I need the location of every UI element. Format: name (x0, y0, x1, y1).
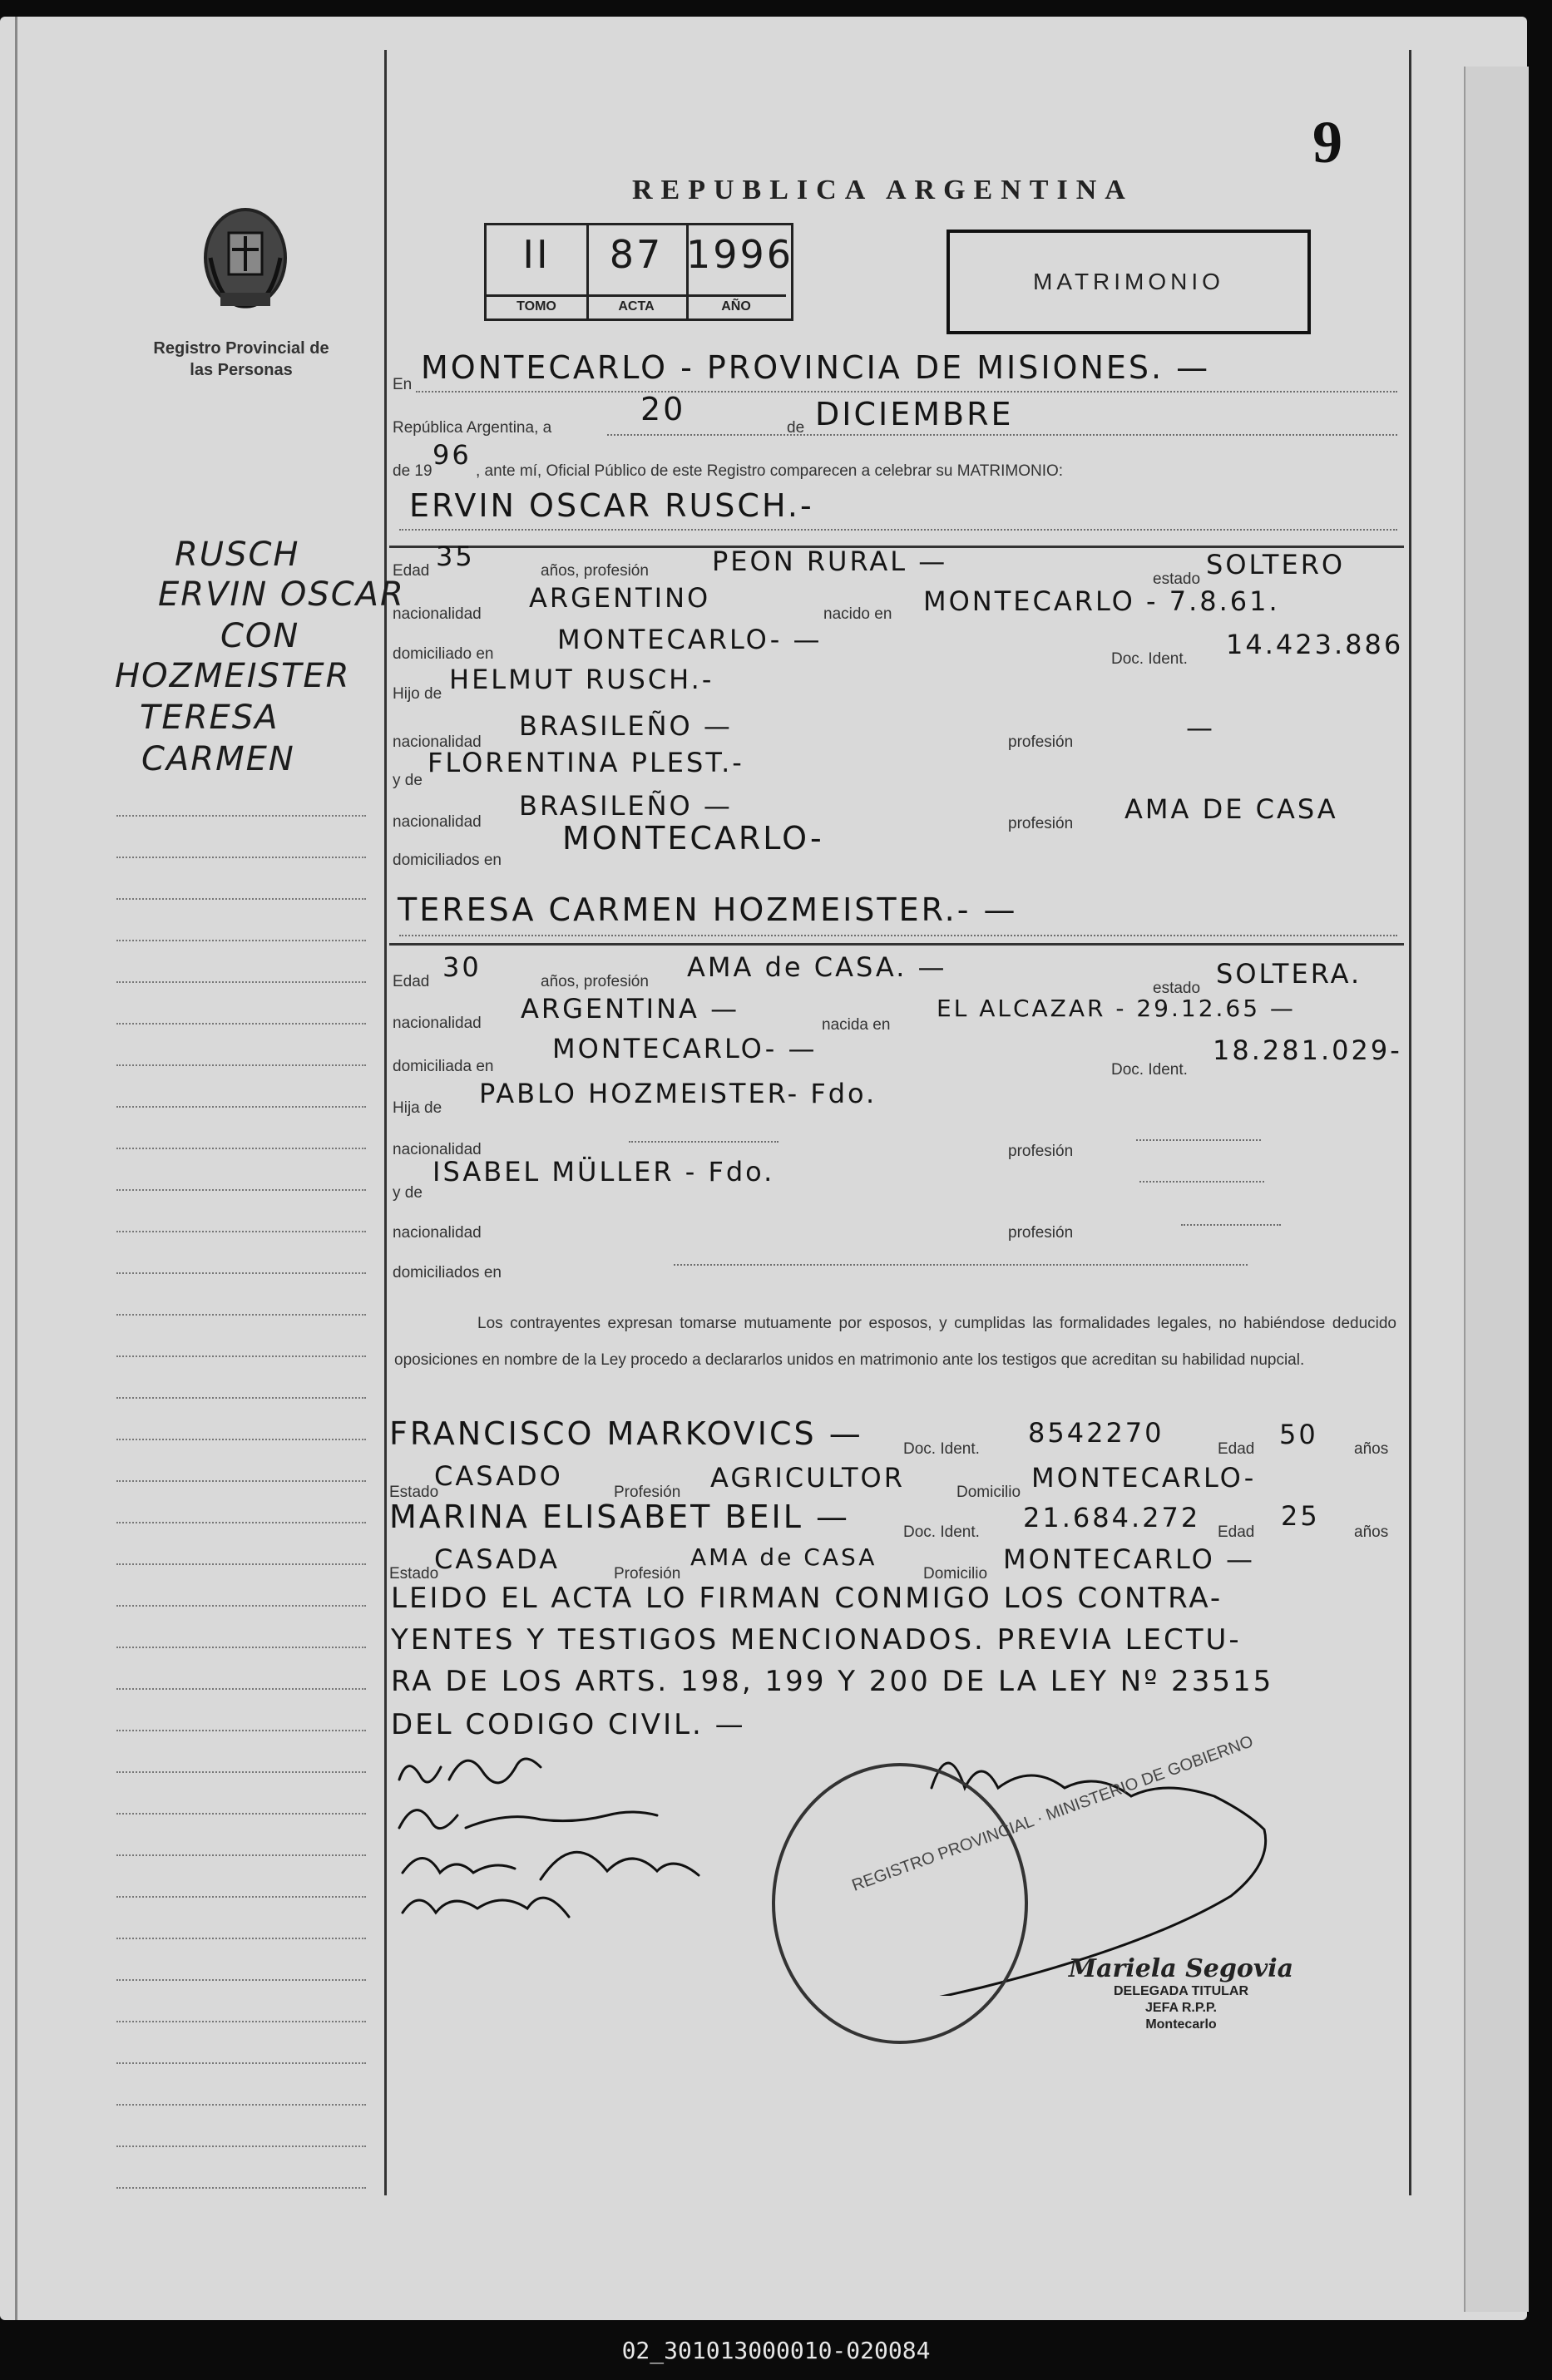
witness2-estado: CASADA (434, 1543, 560, 1575)
year-value: 96 (432, 439, 472, 471)
seal-text: REGISTRO PROVINCIAL · MINISTERIO DE GOBIERNO (849, 1732, 1256, 1895)
groom-doc-label: Doc. Ident. (1111, 650, 1188, 668)
groom-father-prof-label: profesión (1008, 733, 1074, 751)
groom-estado: SOLTERO (1206, 549, 1346, 580)
witness2-name: MARINA ELISABET BEIL — (389, 1499, 851, 1535)
acta-label: ACTA (586, 294, 686, 318)
witness2-estado-label: Estado (389, 1565, 439, 1583)
witness2-profession: AMA de CASA (690, 1543, 877, 1571)
witness2-edad-label: Edad (1218, 1523, 1255, 1541)
register-page (0, 17, 1527, 2320)
groom-age: 35 (436, 541, 475, 572)
office-label: Registro Provincial de las Personas (153, 339, 329, 379)
groom-mother-nac-label: nacionalidad (393, 813, 482, 831)
closing-line-2: YENTES Y TESTIGOS MENCIONADOS. PREVIA LECTU- (391, 1623, 1242, 1657)
side-note-given: ERVIN OSCAR (158, 575, 405, 614)
official-name: Mariela Segovia (1068, 1954, 1294, 1983)
bride-mother-nac-label: nacionalidad (393, 1224, 482, 1242)
groom-mother-prof: AMA DE CASA (1124, 793, 1338, 825)
witness1-age: 50 (1279, 1419, 1318, 1450)
witness2-anos-label: años (1354, 1523, 1389, 1541)
bride-mother: ISABEL MÜLLER - Fdo. (432, 1156, 775, 1188)
bride-estado-label: estado (1153, 980, 1201, 997)
bride-father: PABLO HOZMEISTER- Fdo. (479, 1078, 877, 1109)
bride-father-nac-label: nacionalidad (393, 1141, 482, 1158)
bride-hija-label: Hija de (393, 1099, 442, 1117)
groom-dom-label: domiciliado en (393, 645, 494, 663)
witness2-age: 25 (1281, 1500, 1320, 1532)
bride-anos-label: años, profesión (541, 973, 649, 990)
side-note-bride-given1: TERESA (140, 699, 279, 737)
bride-age: 30 (442, 951, 482, 983)
groom-doc: 14.423.886 (1226, 629, 1404, 660)
bride-name: TERESA CARMEN HOZMEISTER.- — (398, 891, 1018, 928)
year-prefix: de 19 (393, 462, 432, 480)
country-title: REPUBLICA ARGENTINA (632, 175, 1134, 205)
ano-value: 1996 (686, 232, 794, 277)
groom-domicile: MONTECARLO- — (557, 624, 823, 655)
bride-nac-label: nacionalidad (393, 1015, 482, 1032)
republic-label: República Argentina, a (393, 419, 552, 437)
groom-mother-nat: BRASILEÑO — (519, 790, 733, 822)
groom-edad-label: Edad (393, 562, 430, 580)
groom-name: ERVIN OSCAR RUSCH.- (409, 487, 814, 524)
bride-edad-label: Edad (393, 973, 430, 990)
groom-father-nat: BRASILEÑO — (519, 710, 733, 742)
intro-text: , ante mí, Oficial Público de este Registro comparecen a celebrar su MATRIMONIO: (476, 462, 1064, 480)
bride-doc: 18.281.029- (1213, 1034, 1402, 1066)
bride-mother-prof-label: profesión (1008, 1224, 1074, 1242)
witness2-doc: 21.684.272 (1023, 1502, 1201, 1533)
month-value: DICIEMBRE (815, 396, 1014, 432)
witness2-domicile: MONTECARLO — (1003, 1543, 1256, 1575)
side-note-con: CON (220, 617, 300, 655)
groom-nationality: ARGENTINO (529, 582, 711, 614)
closing-line-3: RA DE LOS ARTS. 198, 199 Y 200 DE LA LEY Nº 23515 (391, 1665, 1274, 1698)
groom-parents-dom: MONTECARLO- (562, 820, 824, 857)
ano-label: AÑO (686, 294, 786, 318)
page-number: 9 (1312, 109, 1342, 175)
bride-nationality: ARGENTINA — (521, 993, 740, 1025)
witness1-anos-label: años (1354, 1440, 1389, 1458)
groom-father-nac-label: nacionalidad (393, 733, 482, 751)
official-role1: DELEGADA TITULAR (1113, 1984, 1249, 1998)
bride-father-prof-label: profesión (1008, 1143, 1074, 1160)
official-seal (772, 1763, 1028, 2044)
closing-line-1: LEIDO EL ACTA LO FIRMAN CONMIGO LOS CONTRA- (391, 1582, 1223, 1615)
side-note-bride-given2: CARMEN (141, 740, 295, 778)
closing-line-4: DEL CODIGO CIVIL. — (391, 1708, 746, 1741)
groom-yde-label: y de (393, 772, 423, 789)
tomo-label: TOMO (487, 294, 586, 318)
coat-of-arms-icon (195, 200, 295, 316)
groom-hijo-label: Hijo de (393, 685, 442, 703)
official-role2: JEFA R.P.P. (1145, 2001, 1217, 2015)
groom-father-prof: — (1186, 712, 1215, 743)
witness1-dom-label: Domicilio (956, 1484, 1021, 1501)
groom-mother: FLORENTINA PLEST.- (428, 747, 744, 778)
bride-doc-label: Doc. Ident. (1111, 1061, 1188, 1079)
bride-yde-label: y de (393, 1184, 423, 1202)
groom-nacido-label: nacido en (823, 605, 892, 623)
en-label: En (393, 376, 413, 393)
official-stamp (1065, 1954, 1297, 2033)
side-note-surname: RUSCH (175, 536, 300, 574)
witness1-profession: AGRICULTOR (710, 1462, 905, 1494)
place-value: MONTECARLO - PROVINCIA DE MISIONES. — (421, 349, 1211, 386)
bride-doms-label: domiciliados en (393, 1264, 502, 1281)
groom-father: HELMUT RUSCH.- (449, 664, 714, 695)
witness1-prof-label: Profesión (614, 1484, 681, 1501)
acta-value: 87 (609, 232, 664, 277)
tomo-value: II (522, 232, 551, 277)
bride-domicile: MONTECARLO- — (552, 1033, 818, 1064)
witness1-doc: 8542270 (1028, 1417, 1164, 1449)
groom-born: MONTECARLO - 7.8.61. (923, 585, 1280, 617)
witness1-estado: CASADO (434, 1460, 563, 1492)
de-label: de (787, 419, 805, 437)
declaration-text: Los contrayentes expresan tomarse mutuamente por esposos, y cumplidas las formalidades legales, no habiéndose deducido oposiciones en nombre de la Ley procedo a declararlos unidos en matrimonio ante los testigos que acreditan su habilidad nupcial. (394, 1315, 1396, 1369)
witness1-name: FRANCISCO MARKOVICS — (389, 1415, 863, 1452)
groom-mother-prof-label: profesión (1008, 815, 1074, 832)
witness1-estado-label: Estado (389, 1484, 439, 1501)
official-place: Montecarlo (1145, 2017, 1217, 2032)
binding-edge (15, 17, 17, 2320)
groom-nac-label: nacionalidad (393, 605, 482, 623)
register-box (484, 223, 793, 321)
witness1-domicile: MONTECARLO- (1031, 1462, 1257, 1494)
groom-estado-label: estado (1153, 570, 1201, 588)
witness1-doc-label: Doc. Ident. (903, 1440, 980, 1458)
bride-born: EL ALCAZAR - 29.12.65 — (937, 995, 1296, 1022)
bride-estado: SOLTERA. (1216, 958, 1362, 990)
record-type-box: MATRIMONIO (947, 230, 1311, 334)
witness2-dom-label: Domicilio (923, 1565, 988, 1583)
witness2-prof-label: Profesión (614, 1565, 681, 1583)
bride-dom-label: domiciliada en (393, 1058, 494, 1075)
image-id-footer: 02_301013000010-020084 (621, 2337, 931, 2364)
bride-profession: AMA de CASA. — (687, 951, 947, 983)
witness2-doc-label: Doc. Ident. (903, 1523, 980, 1541)
groom-doms-label: domiciliados en (393, 852, 502, 869)
groom-anos-label: años, profesión (541, 562, 649, 580)
witness1-edad-label: Edad (1218, 1440, 1255, 1458)
day-value: 20 (640, 391, 686, 427)
side-note-bride-surname: HOZMEISTER (115, 657, 351, 695)
page-edge (1464, 67, 1529, 2312)
groom-profession: PEON RURAL — (712, 546, 948, 577)
bride-nacida-label: nacida en (822, 1016, 891, 1034)
